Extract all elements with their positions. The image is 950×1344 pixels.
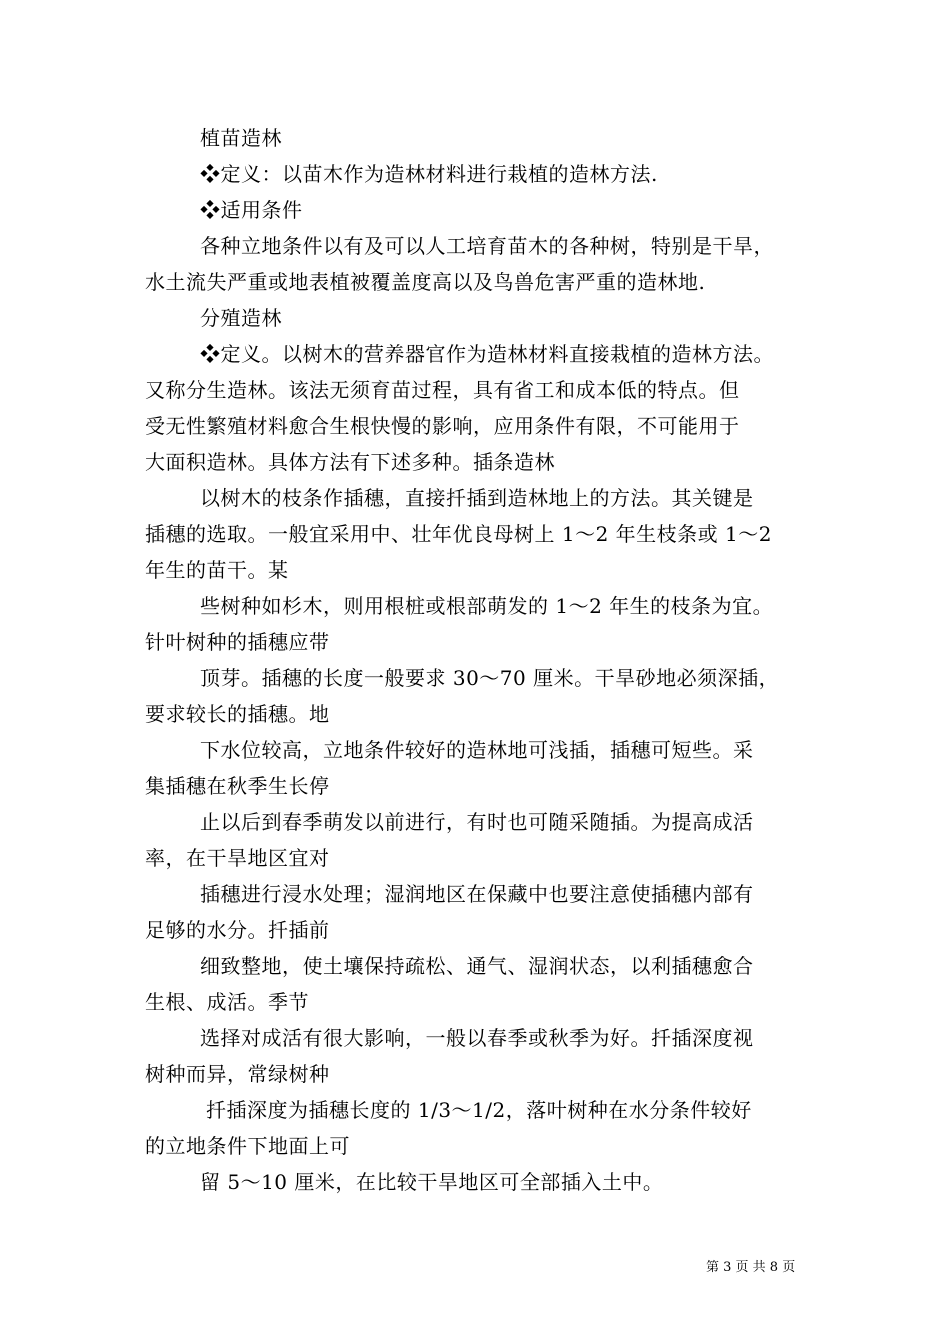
paragraph-line: 扦插深度为插穗长度的 1/3～1/2，落叶树种在水分条件较好 [206,1098,752,1122]
paragraph-line: 下水位较高，立地条件较好的造林地可浅插，插穗可短些。采 [200,738,754,762]
paragraph-line: 插穗进行浸水处理；湿润地区在保藏中也要注意使插穗内部有 [200,882,754,906]
page-number-footer: 第 3 页 共 8 页 [706,1260,796,1275]
paragraph-line: 年生的苗干。某 [145,558,289,582]
paragraph-line: 水土流失严重或地表植被覆盖度高以及鸟兽危害严重的造林地. [145,270,706,294]
paragraph-line: ❖定义。以树木的营养器官作为造林材料直接栽植的造林方法。 [200,342,774,366]
paragraph-line: 留 5～10 厘米，在比较干旱地区可全部插入土中。 [200,1170,664,1194]
paragraph-line: 又称分生造林。该法无须育苗过程，具有省工和成本低的特点。但 [145,378,740,402]
paragraph-line: ❖定义：以苗木作为造林材料进行栽植的造林方法. [200,162,658,186]
paragraph-line: 树种而异，常绿树种 [145,1062,330,1086]
paragraph-line: 集插穗在秋季生长停 [145,774,330,798]
paragraph-line: 足够的水分。扦插前 [145,918,330,942]
paragraph-line: 大面积造林。具体方法有下述多种。插条造林 [145,450,555,474]
paragraph-line: ❖适用条件 [200,198,303,222]
paragraph-line: 选择对成活有很大影响，一般以春季或秋季为好。扦插深度视 [200,1026,754,1050]
paragraph-line: 的立地条件下地面上可 [145,1134,350,1158]
heading-division-afforestation: 分殖造林 [200,306,282,330]
paragraph-line: 针叶树种的插穗应带 [145,630,330,654]
paragraph-line: 细致整地，使土壤保持疏松、通气、湿润状态，以利插穗愈合 [200,954,754,978]
paragraph-line: 止以后到春季萌发以前进行，有时也可随采随插。为提高成活 [200,810,754,834]
paragraph-line: 些树种如杉木，则用根桩或根部萌发的 1～2 年生的枝条为宜。 [200,594,774,618]
paragraph-line: 生根、成活。季节 [145,990,309,1014]
paragraph-line: 以树木的枝条作插穗，直接扦插到造林地上的方法。其关键是 [200,486,754,510]
paragraph-line: 顶芽。插穗的长度一般要求 30～70 厘米。干旱砂地必须深插， [200,666,780,690]
paragraph-line: 插穗的选取。一般宜采用中、壮年优良母树上 1～2 年生枝条或 1～2 [145,522,772,546]
heading-planting-afforestation: 植苗造林 [200,126,282,150]
paragraph-line: 要求较长的插穗。地 [145,702,330,726]
paragraph-line: 各种立地条件以有及可以人工培育苗木的各种树，特别是干旱， [200,234,774,258]
paragraph-line: 率，在干旱地区宜对 [145,846,330,870]
paragraph-line: 受无性繁殖材料愈合生根快慢的影响，应用条件有限，不可能用于 [145,414,740,438]
